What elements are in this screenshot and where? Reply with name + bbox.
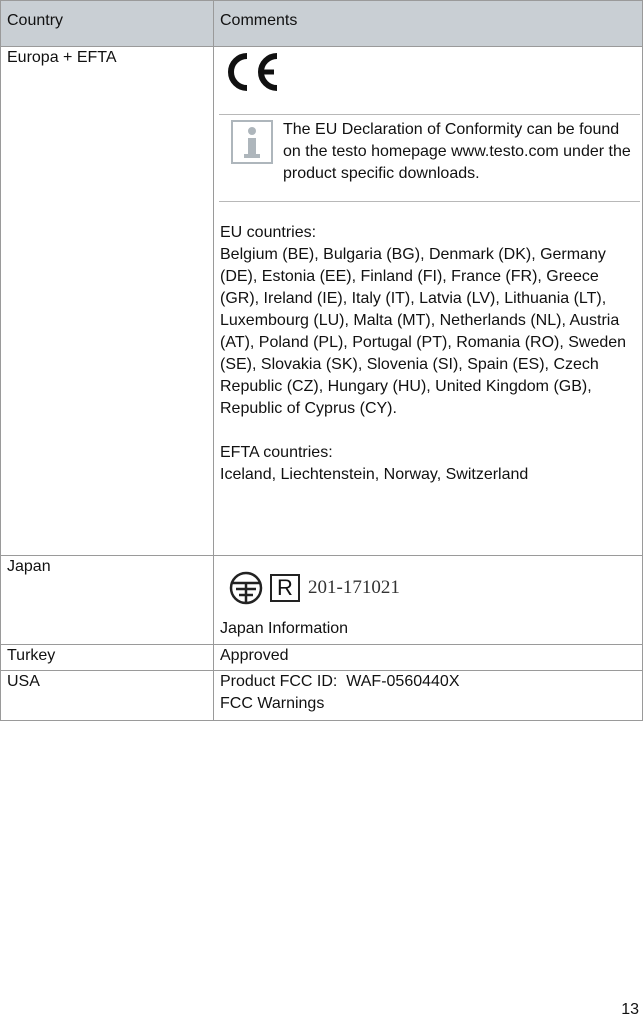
- eu-countries-heading: EU countries:: [220, 224, 317, 241]
- country-cell-usa: [1, 671, 214, 721]
- ce-mark-icon: [221, 50, 281, 94]
- efta-countries-heading: EFTA countries:: [220, 444, 333, 461]
- country-name: Europa + EFTA: [7, 49, 117, 66]
- japan-information: Japan Information: [220, 620, 349, 637]
- fcc-warnings: FCC Warnings: [220, 695, 325, 712]
- table-row-usa: [1, 671, 643, 721]
- comments-cell-usa: [214, 671, 643, 721]
- country-cell-japan: [1, 556, 214, 645]
- country-cell-europe: [1, 47, 214, 556]
- info-note: [219, 114, 640, 202]
- page-number: 13: [621, 1001, 639, 1018]
- table-header-row: [1, 1, 643, 47]
- comments-column-header: Comments: [214, 1, 643, 47]
- japan-marks: [228, 568, 636, 608]
- comments-cell-europe: [214, 47, 643, 556]
- country-column-header: Country: [1, 1, 214, 47]
- turkey-comment: Approved: [220, 647, 289, 664]
- efta-countries-list: Iceland, Liechtenstein, Norway, Switzerland: [220, 466, 529, 483]
- comments-cell-turkey: [214, 645, 643, 671]
- info-note-text: The EU Declaration of Conformity can be found on the testo homepage www.testo.com under the product specific downloads.: [283, 121, 631, 182]
- table-row-europe: [1, 47, 643, 556]
- fcc-id: Product FCC ID: WAF-0560440X: [220, 673, 460, 690]
- table-row-turkey: [1, 645, 643, 671]
- country-name: Japan: [7, 558, 51, 575]
- japan-telec-mark-icon: [228, 570, 264, 606]
- japan-r-mark-icon: R: [270, 574, 300, 602]
- japan-cert-number: 201-171021: [308, 577, 400, 598]
- info-icon: [231, 120, 273, 164]
- country-name: USA: [7, 673, 40, 690]
- country-name: Turkey: [7, 647, 56, 664]
- comments-cell-japan: [214, 556, 643, 645]
- eu-countries-list: Belgium (BE), Bulgaria (BG), Denmark (DK), Germany (DE), Estonia (EE), Finland (FI), France (FR), Greece (GR), Ireland (IE), Italy (IT), Latvia (LV), Lithuania (LT), Luxembourg (LU), Malta (MT), Netherlands (NL), Austria (AT), Poland (PL), Portugal (PT), Romania (RO), Sweden (SE), Slovakia (SK), Slovenia (SI), Spain (ES), Czech Republic (CZ), Hungary (HU), United Kingdom (GB), Republic of Cyprus (CY).: [220, 246, 627, 417]
- country-cell-turkey: [1, 645, 214, 671]
- table-row-japan: [1, 556, 643, 645]
